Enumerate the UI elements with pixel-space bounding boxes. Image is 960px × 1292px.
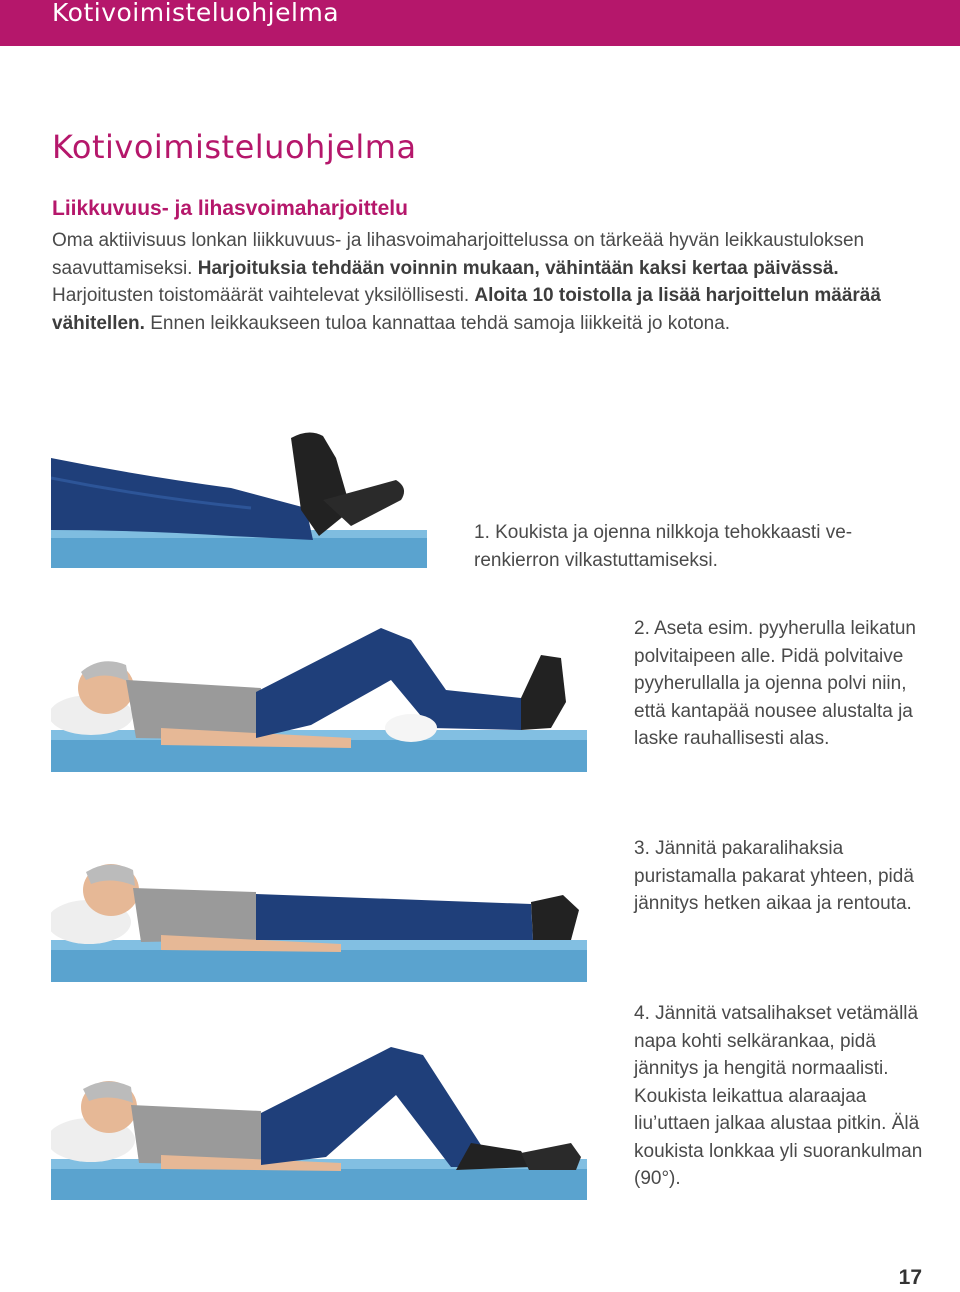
page-title: Kotivoimisteluohjelma <box>52 128 417 166</box>
exercise-4-photo <box>51 1025 587 1200</box>
exercise-2-caption: 2. Aseta esim. pyyherulla leikatun polvitaipeen alle. Pidä polvitaive pyyherullalla ja ojenna polvi niin, että kantapää nousee alustalta ja laske rauhallisesti alas. <box>634 618 916 749</box>
intro-bold-2: Aloita 10 toistolla ja lisää harjoittelun määrää vähitellen. <box>52 285 881 334</box>
intro-text-1: Oma aktiivisuus lonkan liikkuvuus- ja lihasvoimaharjoittelussa on tärkeää hyvän leikkaustuloksen saavuttamiseksi. <box>52 230 865 279</box>
intro-text-2: Harjoitusten toistomäärät vaihtelevat yksilöllisesti. <box>52 285 475 306</box>
exercise-3-photo <box>51 840 587 982</box>
exercise-1-caption: 1. Koukista ja ojenna nilkkoja tehokkaasti verenkierron vilkastuttamiseksi. <box>474 522 853 571</box>
page-number: 17 <box>898 1266 922 1289</box>
intro-bold-1: Harjoituksia tehdään voinnin mukaan, vähintään kaksi kertaa päivässä. <box>197 257 839 279</box>
header-bar <box>0 0 960 46</box>
running-title: Kotivoimisteluohjelma <box>52 0 340 27</box>
section-heading: Liikkuvuus- ja lihasvoimaharjoittelu <box>52 197 408 220</box>
intro-text-3: Ennen leikkaukseen tuloa kannattaa tehdä samoja liikkeitä jo kotona. <box>144 312 731 334</box>
intro-paragraph <box>52 227 902 337</box>
exercise-4-caption: 4. Jännitä vatsalihakset vetämällä napa kohti selkärankaa, pidä jännitys ja hengitä normaalisti. Koukista leikattua alaraajaa liu’uttaen jalkaa alustaa pitkin. Älä koukista lonkkaa yli suorankulman (90°). <box>634 1003 923 1189</box>
exercise-1-photo <box>51 418 427 568</box>
exercise-2-photo <box>51 610 587 772</box>
exercise-3-caption: 3. Jännitä pakaralihaksia puristamalla pakarat yhteen, pidä jännitys hetken aikaa ja rentouta. <box>634 838 914 914</box>
